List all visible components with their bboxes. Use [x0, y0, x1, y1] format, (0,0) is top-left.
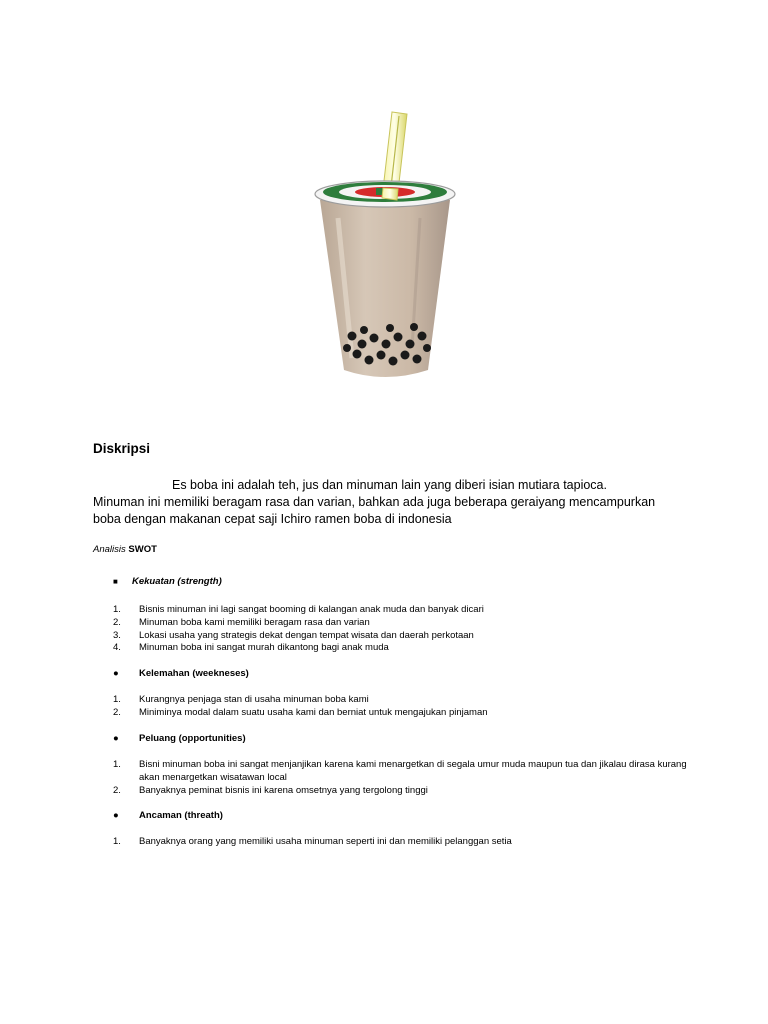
list-item	[113, 836, 693, 849]
swot-prefix: Analisis	[93, 544, 126, 555]
section-strength	[113, 576, 222, 587]
section-weakness	[113, 668, 249, 679]
item-text: Lokasi usaha yang strategis dekat dengan tempat wisata dan daerah perkotaan	[139, 629, 474, 641]
item-text: Banyaknya orang yang memiliki usaha minuman seperti ini dan memiliki pelanggan setia	[139, 836, 512, 847]
list-item	[113, 759, 693, 785]
item-text: Miniminya modal dalam suatu usaha kami dan berniat untuk mengajukan pinjaman	[139, 706, 488, 718]
item-number: 3.	[113, 629, 121, 641]
list-item	[113, 707, 693, 720]
list-item	[113, 617, 693, 630]
item-text: Banyaknya peminat bisnis ini karena omsetnya yang tergolong tinggi	[139, 784, 428, 796]
round-bullet-icon: ●	[113, 733, 119, 744]
swot-label: SWOT	[128, 544, 157, 555]
section-label: Peluang (opportunities)	[139, 733, 246, 744]
strength-list	[113, 604, 693, 655]
item-number: 2.	[113, 784, 121, 796]
list-item	[113, 785, 693, 798]
opportunities-list	[113, 759, 693, 797]
list-item	[113, 630, 693, 643]
section-label: Kekuatan (strength)	[132, 576, 222, 587]
weakness-list	[113, 694, 693, 720]
section-label: Kelemahan (weekneses)	[139, 668, 249, 679]
item-text: Minuman boba kami memiliki beragam rasa dan varian	[139, 616, 370, 628]
item-number: 1.	[113, 836, 121, 847]
intro-paragraph	[93, 477, 683, 528]
section-heading: Diskripsi	[93, 441, 151, 456]
item-number: 1.	[113, 604, 121, 615]
section-opportunities	[113, 733, 246, 744]
round-bullet-icon: ●	[113, 668, 119, 679]
round-bullet-icon: ●	[113, 810, 119, 821]
item-text: Minuman boba ini sangat murah dikantong bagi anak muda	[139, 642, 389, 654]
item-text: Bisni minuman boba ini sangat menjanjikan karena kami menargetkan di segala umur muda maupun tua dan jikalau dirasa kurang akan menargetkan wisatawan local	[139, 759, 687, 783]
section-threats	[113, 810, 223, 821]
list-item	[113, 694, 693, 707]
item-number: 4.	[113, 642, 121, 654]
boba-drink-image	[300, 108, 470, 388]
intro-line-1: Es boba ini adalah teh, jus dan minuman lain yang diberi isian mutiara tapioca.	[172, 478, 607, 492]
intro-rest: Minuman ini memiliki beragam rasa dan varian, bahkan ada juga beberapa geraiyang mencampurkan boba dengan makanan cepat saji Ichiro ramen boba di indonesia	[93, 495, 656, 526]
section-label: Ancaman (threath)	[139, 810, 223, 821]
threats-list	[113, 836, 693, 849]
item-number: 1.	[113, 759, 121, 770]
list-item	[113, 642, 693, 655]
swot-title	[93, 544, 157, 555]
list-item	[113, 604, 693, 617]
item-number: 1.	[113, 694, 121, 705]
item-text: Bisnis minuman ini lagi sangat booming di kalangan anak muda dan banyak dicari	[139, 604, 484, 615]
item-number: 2.	[113, 706, 121, 718]
square-bullet-icon: ■	[113, 577, 118, 586]
item-text: Kurangnya penjaga stan di usaha minuman boba kami	[139, 694, 369, 705]
item-number: 2.	[113, 616, 121, 628]
